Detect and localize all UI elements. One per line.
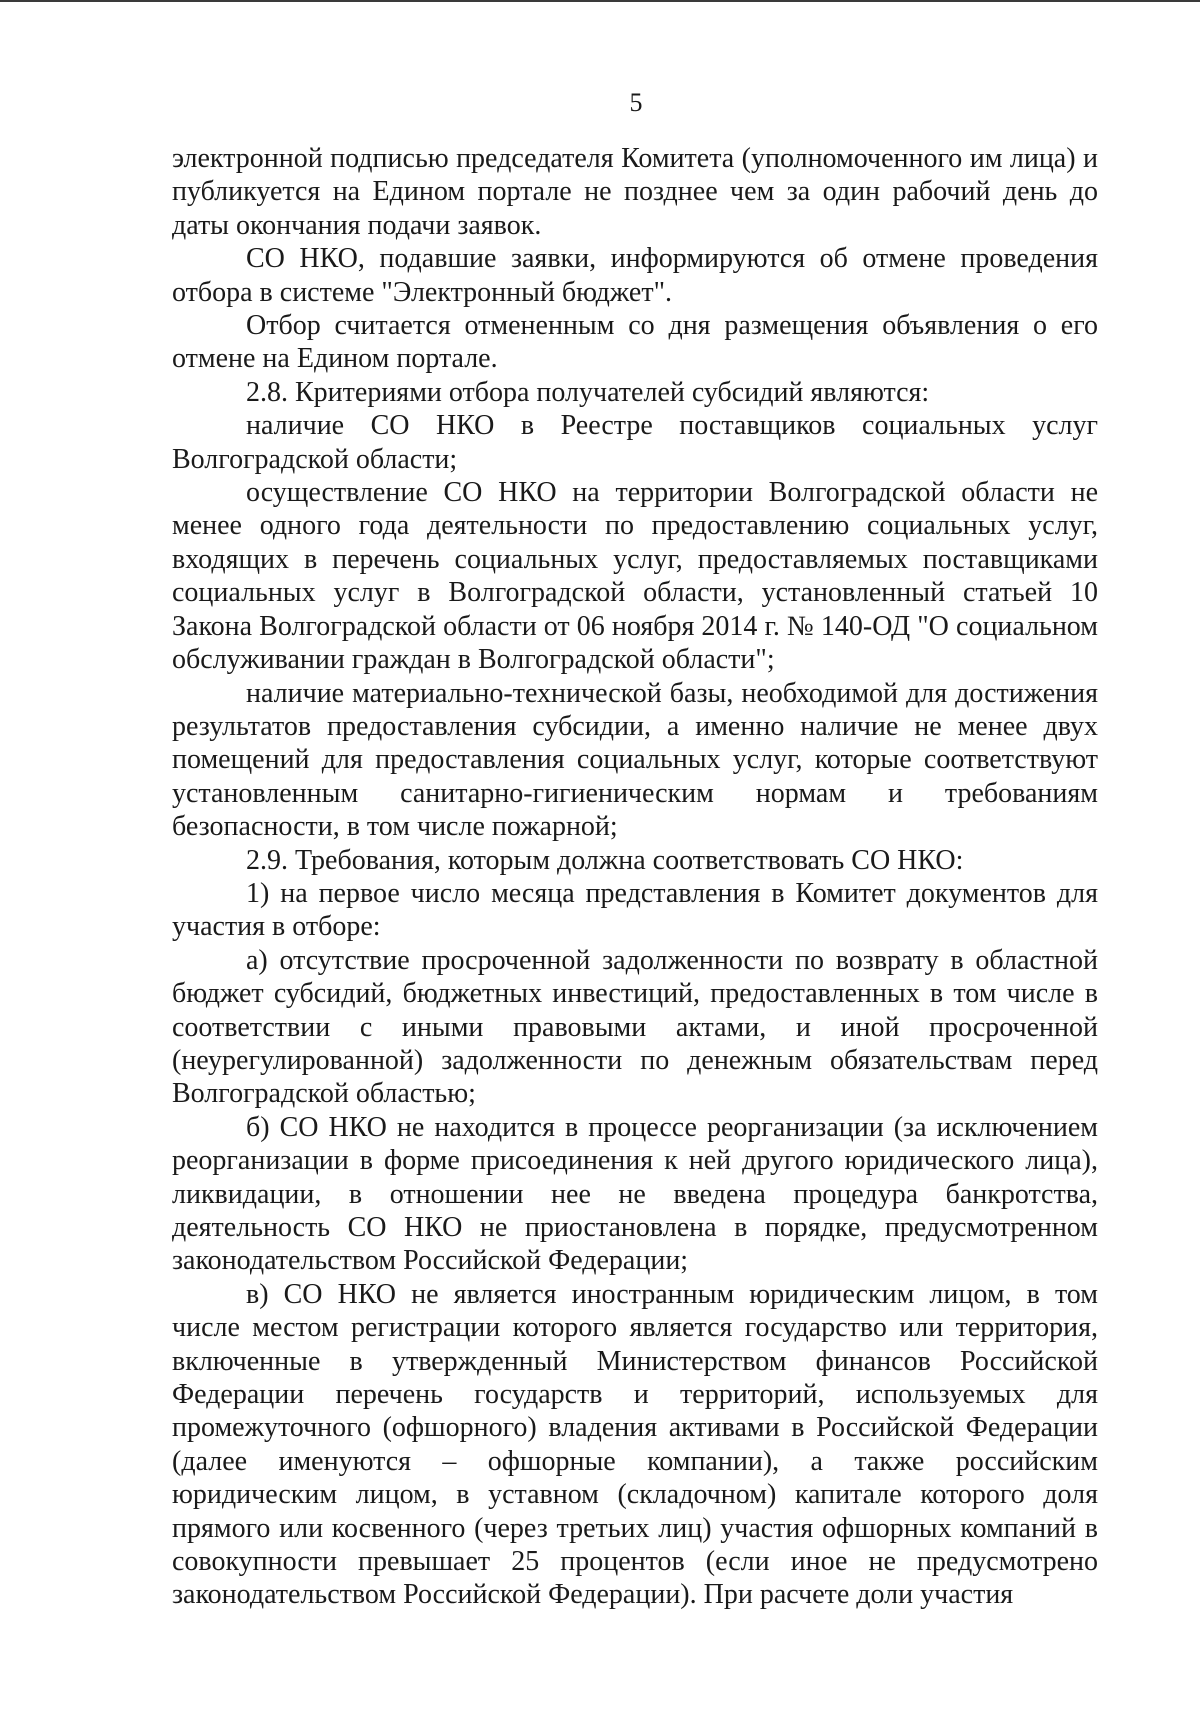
paragraph: осуществление СО НКО на территории Волгоградской области не менее одного года деятельности по предоставлению социальных услуг, входящих в перечень социальных услуг, предоставляемых поставщиками социальных услуг в Волгоградской области, установленный статьей 10 Закона Волгоградской области от 06 ноября 2014 г. № 140-ОД "О социальном обслуживании граждан в Волгоградской области"; [172, 477, 1098, 676]
list-item: а) отсутствие просроченной задолженности по возврату в областной бюджет субсидий, бюджетных инвестиций, предоставленных в том числе в соответствии с иными правовыми актами, и иной просроченной (неурегулированной) задолженности по денежным обязательствам перед Волгоградской областью; [172, 944, 1098, 1110]
list-item: в) СО НКО не является иностранным юридическим лицом, в том числе местом регистрации которого является государство или территория, включенные в утвержденный Министерством финансов Российской Федерации перечень государств и территорий, используемых для промежуточного (офшорного) владения активами в Российской Федерации (далее именуются – офшорные компании), а также российским юридическим лицом, в уставном (складочном) капитале которого доля прямого или косвенного (через третьих лиц) участия офшорных компаний в совокупности превышает 25 процентов (если иное не предусмотрено законодательством Российской Федерации). При расчете доли участия [172, 1278, 1098, 1611]
document-body [172, 142, 1098, 1612]
section-heading-2-8: 2.8. Критериями отбора получателей субсидий являются: [246, 376, 930, 408]
list-item: 1) на первое число месяца представления в Комитет документов для участия в отборе: [172, 877, 1098, 943]
paragraph-continuation: электронной подписью председателя Комитета (уполномоченного им лица) и публикуется на Едином портале не позднее чем за один рабочий день до даты окончания подачи заявок. [172, 143, 1098, 241]
section-heading-2-9: 2.9. Требования, которым должна соответствовать СО НКО: [246, 844, 964, 876]
paragraph: наличие материально-технической базы, необходимой для достижения результатов предоставления субсидии, а именно наличие не менее двух помещений для предоставления социальных услуг, которые соответствуют установленным санитарно-гигиеническим нормам и требованиям безопасности, в том числе пожарной; [172, 677, 1098, 843]
page-number: 5 [629, 88, 643, 117]
list-item: б) СО НКО не находится в процессе реорганизации (за исключением реорганизации в форме присоединения к ней другого юридического лица), ликвидации, в отношении нее не введена процедура банкротства, деятельность СО НКО не приостановлена в порядке, предусмотренном законодательством Российской Федерации; [172, 1111, 1098, 1277]
paragraph: СО НКО, подавшие заявки, информируются об отмене проведения отбора в системе "Электронный бюджет". [172, 243, 1098, 308]
paragraph: наличие СО НКО в Реестре поставщиков социальных услуг Волгоградской области; [172, 410, 1098, 475]
scan-edge-line [0, 0, 1200, 2]
paragraph: Отбор считается отмененным со дня размещения объявления о его отмене на Едином портале. [172, 310, 1098, 375]
